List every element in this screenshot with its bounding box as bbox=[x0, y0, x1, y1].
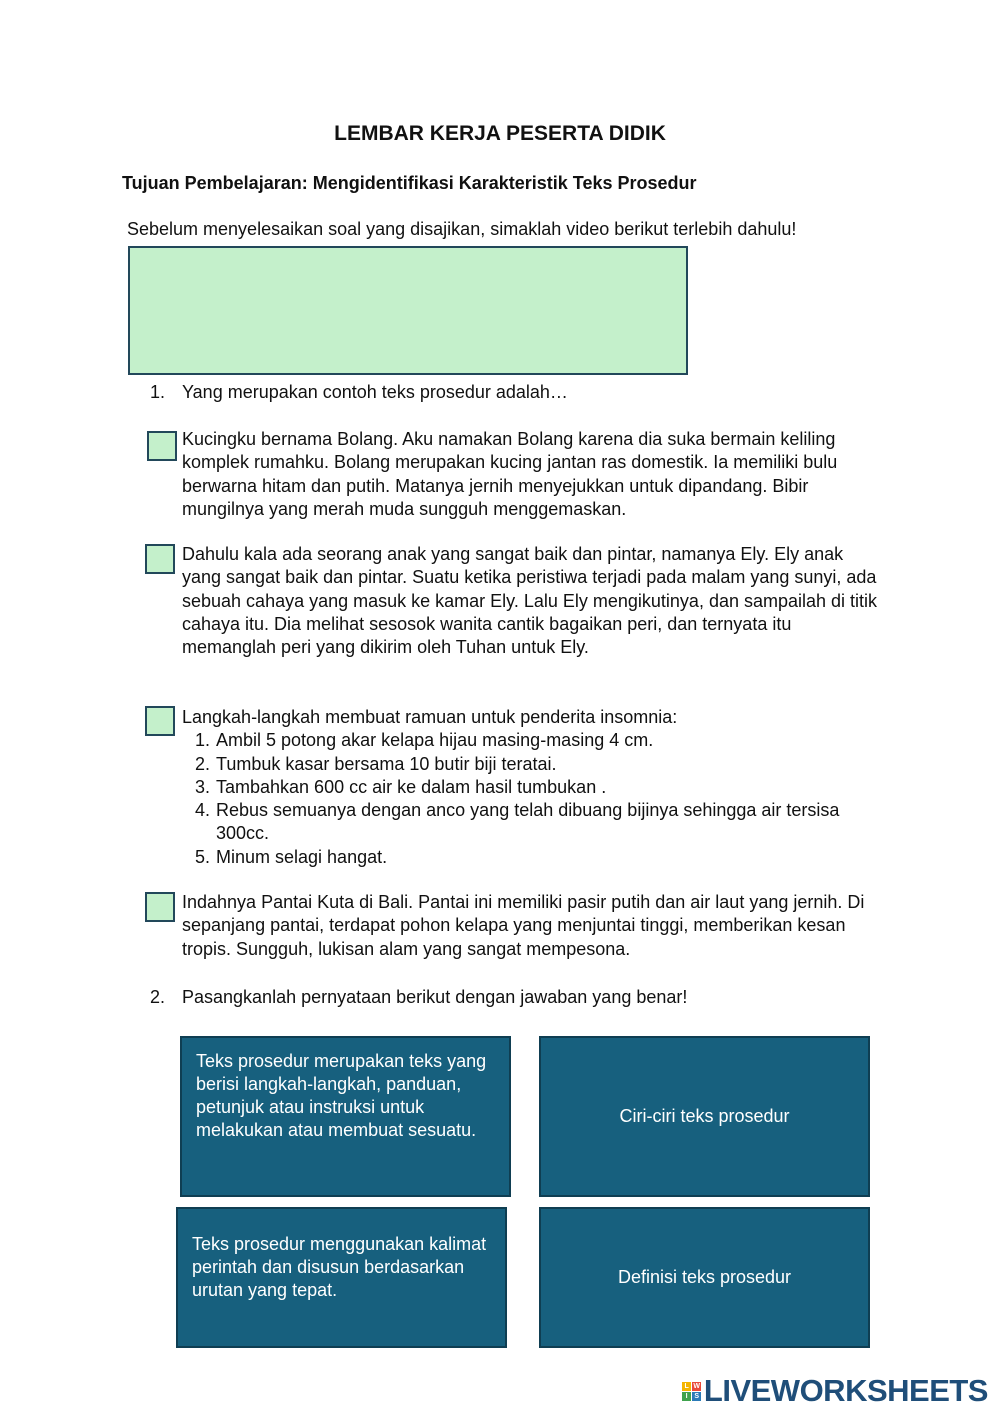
option-a-text: Kucingku bernama Bolang. Aku namakan Bolang karena dia suka bermain keliling komplek rumahku. Bolang merupakan kucing jantan ras domestik. Ia memiliki bulu berwarna hitam dan putih. Matanya jernih menyejukkan untuk dipandang. Bibir mungilnya yang merah muda sungguh menggemaskan. bbox=[182, 429, 838, 519]
step-number: 2. bbox=[194, 753, 210, 774]
match-card-definition-statement[interactable] bbox=[180, 1036, 511, 1197]
card-text: Teks prosedur merupakan teks yang berisi langkah-langkah, panduan, petunjuk atau instruksi untuk melakukan atau membuat sesuatu. bbox=[196, 1051, 487, 1140]
step-text: Minum selagi hangat. bbox=[216, 846, 388, 867]
video-placeholder[interactable] bbox=[128, 246, 688, 375]
match-card-ciri-ciri[interactable] bbox=[539, 1036, 870, 1197]
step-item bbox=[182, 799, 882, 846]
question-2-text: Pasangkanlah pernyataan berikut dengan jawaban yang benar! bbox=[182, 987, 688, 1007]
step-item bbox=[182, 846, 882, 869]
step-item bbox=[182, 729, 882, 752]
answer-checkbox-a[interactable] bbox=[147, 431, 177, 461]
question-2-number: 2. bbox=[150, 987, 166, 1007]
option-c-intro: Langkah-langkah membuat ramuan untuk penderita insomnia: bbox=[182, 707, 678, 727]
match-card-characteristics-statement[interactable] bbox=[176, 1207, 507, 1348]
learning-objective: Tujuan Pembelajaran: Mengidentifikasi Karakteristik Teks Prosedur bbox=[122, 173, 697, 193]
card-text: Ciri-ciri teks prosedur bbox=[619, 1106, 790, 1126]
step-number: 3. bbox=[194, 776, 210, 797]
step-number: 4. bbox=[194, 800, 210, 821]
question-1-number: 1. bbox=[150, 382, 166, 402]
option-c bbox=[182, 706, 882, 869]
instruction-text: Sebelum menyelesaikan soal yang disajikan, simaklah video berikut terlebih dahulu! bbox=[127, 219, 797, 239]
option-b-text: Dahulu kala ada seorang anak yang sangat baik dan pintar, namanya Ely. Ely anak yang sangat baik dan pintar. Suatu ketika peristiwa terjadi pada malam yang sunyi, ada sebuah cahaya yang masuk ke kamar Ely. Lalu Ely mengikutinya, dan sampailah di titik cahaya itu. Dia melihat sesosok wanita cantik bagaikan peri, dan ternyata itu memanglah peri yang dikirim oleh Tuhan untuk Ely. bbox=[182, 544, 878, 658]
question-1-text: Yang merupakan contoh teks prosedur adalah… bbox=[182, 382, 568, 402]
page-title: LEMBAR KERJA PESERTA DIDIK bbox=[334, 122, 666, 145]
step-item bbox=[182, 776, 882, 799]
card-text: Teks prosedur menggunakan kalimat perintah dan disusun berdasarkan urutan yang tepat. bbox=[192, 1234, 487, 1300]
option-d-text: Indahnya Pantai Kuta di Bali. Pantai ini memiliki pasir putih dan air laut yang jernih. Di sepanjang pantai, terdapat pohon kelapa yang menjuntai tinggi, memberikan kesan tropis. Sungguh, lukisan alam yang sangat mempesona. bbox=[182, 892, 865, 959]
step-number: 1. bbox=[194, 730, 210, 751]
answer-checkbox-c[interactable] bbox=[145, 706, 175, 736]
liveworksheets-logo bbox=[682, 1373, 988, 1409]
card-text: Definisi teks prosedur bbox=[617, 1267, 792, 1287]
logo-text: LIVEWORKSHEETS bbox=[703, 1373, 988, 1408]
option-c-steps bbox=[182, 729, 882, 869]
answer-checkbox-b[interactable] bbox=[145, 544, 175, 574]
step-text: Tumbuk kasar bersama 10 butir biji teratai. bbox=[216, 753, 557, 774]
step-text: Ambil 5 potong akar kelapa hijau masing-masing 4 cm. bbox=[216, 730, 654, 751]
answer-checkbox-d[interactable] bbox=[145, 892, 175, 922]
match-card-definisi[interactable] bbox=[539, 1207, 870, 1348]
step-item bbox=[182, 753, 882, 776]
logo-mark-icon: L W I S bbox=[682, 1382, 701, 1401]
step-text: Tambahkan 600 cc air ke dalam hasil tumbukan . bbox=[216, 776, 607, 797]
step-text: Rebus semuanya dengan anco yang telah dibuang bijinya sehingga air tersisa 300cc. bbox=[216, 800, 840, 844]
step-number: 5. bbox=[194, 846, 210, 867]
